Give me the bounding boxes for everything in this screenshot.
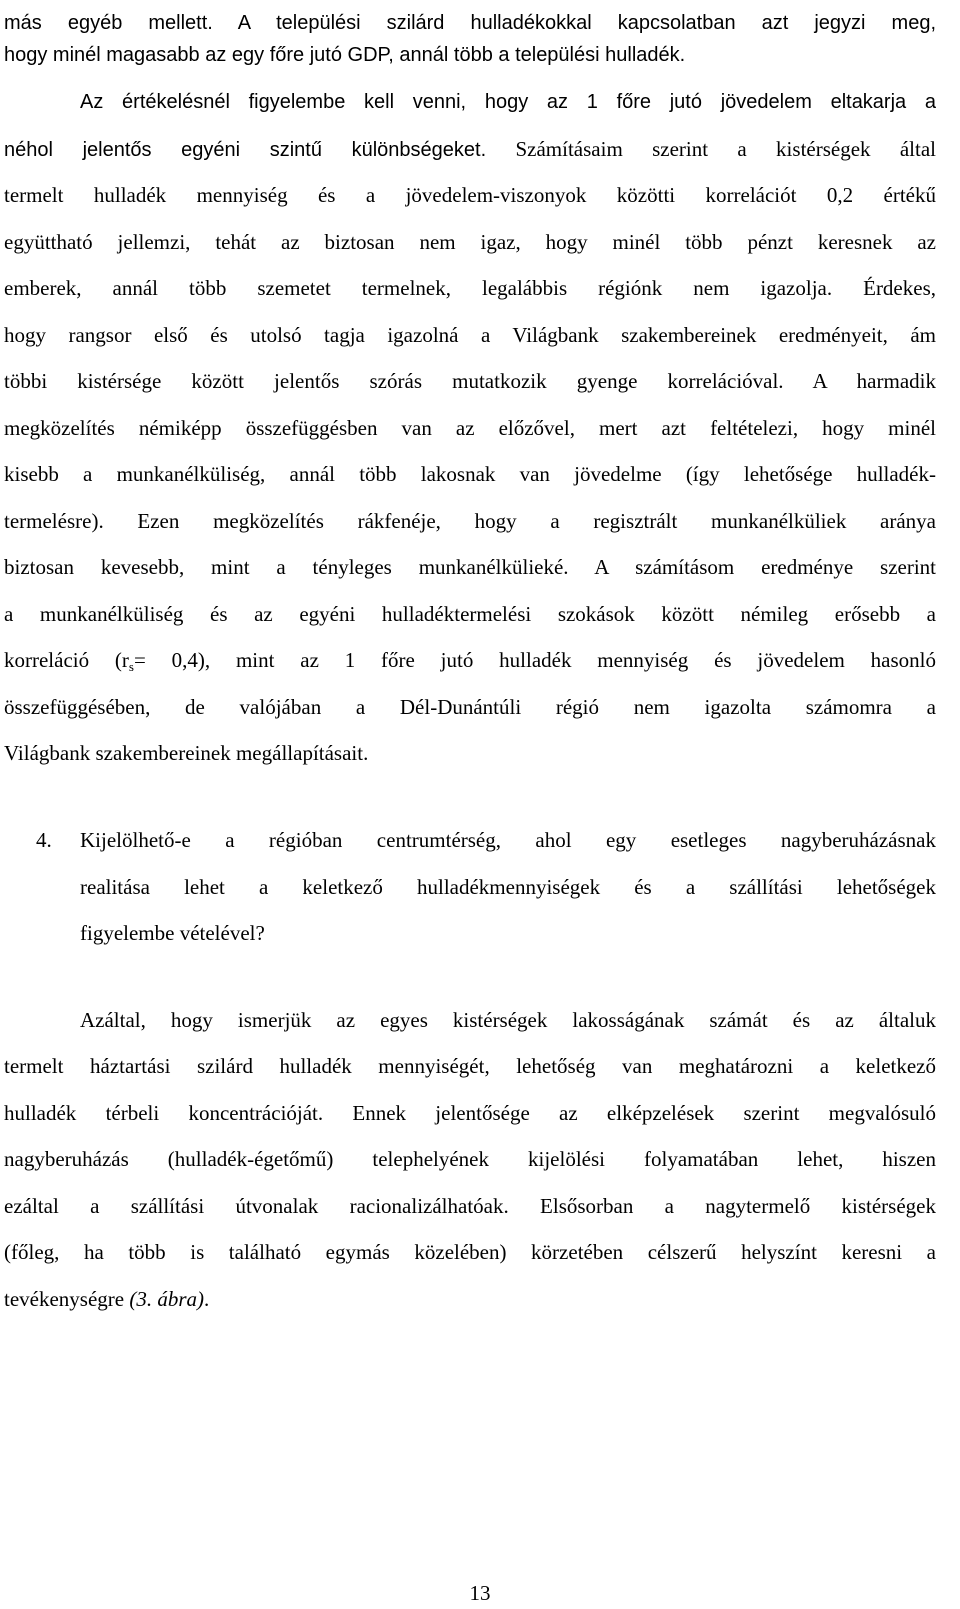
paragraph-3-line: Azáltal, hogy ismerjük az egyes kistérségek lakosságának számát és az általuk <box>80 1008 936 1032</box>
paragraph-2-line: termelésre). Ezen megközelítés rákfenéje, hogy a regisztrált munkanélküliek aránya <box>4 509 936 533</box>
paragraph-3-line: ezáltal a szállítási útvonalak racionalizálhatóak. Elsősorban a nagytermelő kistérségek <box>4 1194 936 1218</box>
paragraph-2-serif-fragment: Számításaim szerint a kistérségek által <box>515 137 936 161</box>
correlation-subscript: s <box>128 659 134 674</box>
paragraph-3-line: (főleg, ha több is található egymás közelében) körzetében célszerű helyszínt keresni a <box>4 1240 936 1264</box>
paragraph-3-line: termelt háztartási szilárd hulladék mennyiségét, lehetőség van meghatározni a keletkező <box>4 1054 936 1078</box>
paragraph-1-line: hogy minél magasabb az egy főre jutó GDP, annál több a települési hulladék. <box>4 44 686 66</box>
paragraph-3-line: hulladék térbeli koncentrációját. Ennek jelentősége az elképzelések szerint megvalósuló <box>4 1101 936 1125</box>
paragraph-2-line: termelt hulladék mennyiség és a jövedelem-viszonyok közötti korrelációt 0,2 értékű <box>4 183 936 207</box>
question-4-line: realitása lehet a keletkező hulladékmennyiségek és a szállítási lehetőségek <box>80 875 936 899</box>
question-4-line: figyelembe vételével? <box>80 921 265 945</box>
paragraph-2-line: a munkanélküliség és az egyéni hulladéktermelési szokások között némileg erősebb a <box>4 602 936 626</box>
paragraph-3-line: nagyberuházás (hulladék-égetőmű) telephelyének kijelölési folyamatában lehet, hiszen <box>4 1147 936 1171</box>
paragraph-2-line: együttható jellemzi, tehát az biztosan nem igaz, hogy minél több pénzt keresnek az <box>4 230 936 254</box>
paragraph-2-line: összefüggésében, de valójában a Dél-Dunántúli régió nem igazolta számomra a <box>4 695 936 719</box>
paragraph-2-line: emberek, annál több szemetet termelnek, legalábbis régiónk nem igazolja. Érdekes, <box>4 276 936 300</box>
paragraph-1-line: más egyéb mellett. A települési szilárd hulladékokkal kapcsolatban azt jegyzi meg, <box>4 12 936 34</box>
sentence-end: . <box>204 1287 210 1311</box>
paragraph-2-line: biztosan kevesebb, mint a tényleges munkanélkülieké. A számításom eredménye szerint <box>4 555 936 579</box>
paragraph-2-line: hogy rangsor első és utolsó tagja igazolná a Világbank szakembereinek eredményeit, ám <box>4 323 936 347</box>
paragraph-2-line: Az értékelésnél figyelembe kell venni, hogy az 1 főre jutó jövedelem eltakarja a <box>80 91 936 113</box>
paragraph-3-last-text: tevékenységre <box>4 1287 125 1311</box>
page-number: 13 <box>469 1581 491 1605</box>
question-4-number: 4. <box>36 828 52 852</box>
paragraph-2-line: Világbank szakembereinek megállapításait. <box>4 741 369 765</box>
paragraph-2-line <box>4 126 936 173</box>
paragraph-2-correlation-line <box>4 637 936 684</box>
paragraph-3-last-line <box>4 1276 936 1323</box>
correlation-text-before: korreláció (r <box>4 648 129 672</box>
paragraph-2-line: kisebb a munkanélküliség, annál több lakosnak van jövedelme (így lehetősége hulladék- <box>4 462 936 486</box>
paragraph-2-line: megközelítés némiképp összefüggésben van az előzővel, mert azt feltételezi, hogy minél <box>4 416 936 440</box>
paragraph-2-sans-fragment: néhol jelentős egyéni szintű különbségeket. <box>4 139 487 161</box>
question-4-line: Kijelölhető-e a régióban centrumtérség, ahol egy esetleges nagyberuházásnak <box>80 828 936 852</box>
figure-reference: (3. ábra) <box>129 1287 205 1311</box>
paragraph-2-line: többi kistérsége között jelentős szórás mutatkozik gyenge korrelációval. A harmadik <box>4 369 936 393</box>
correlation-text-after: = 0,4), mint az 1 főre jutó hulladék mennyiség és jövedelem hasonló <box>133 648 936 672</box>
